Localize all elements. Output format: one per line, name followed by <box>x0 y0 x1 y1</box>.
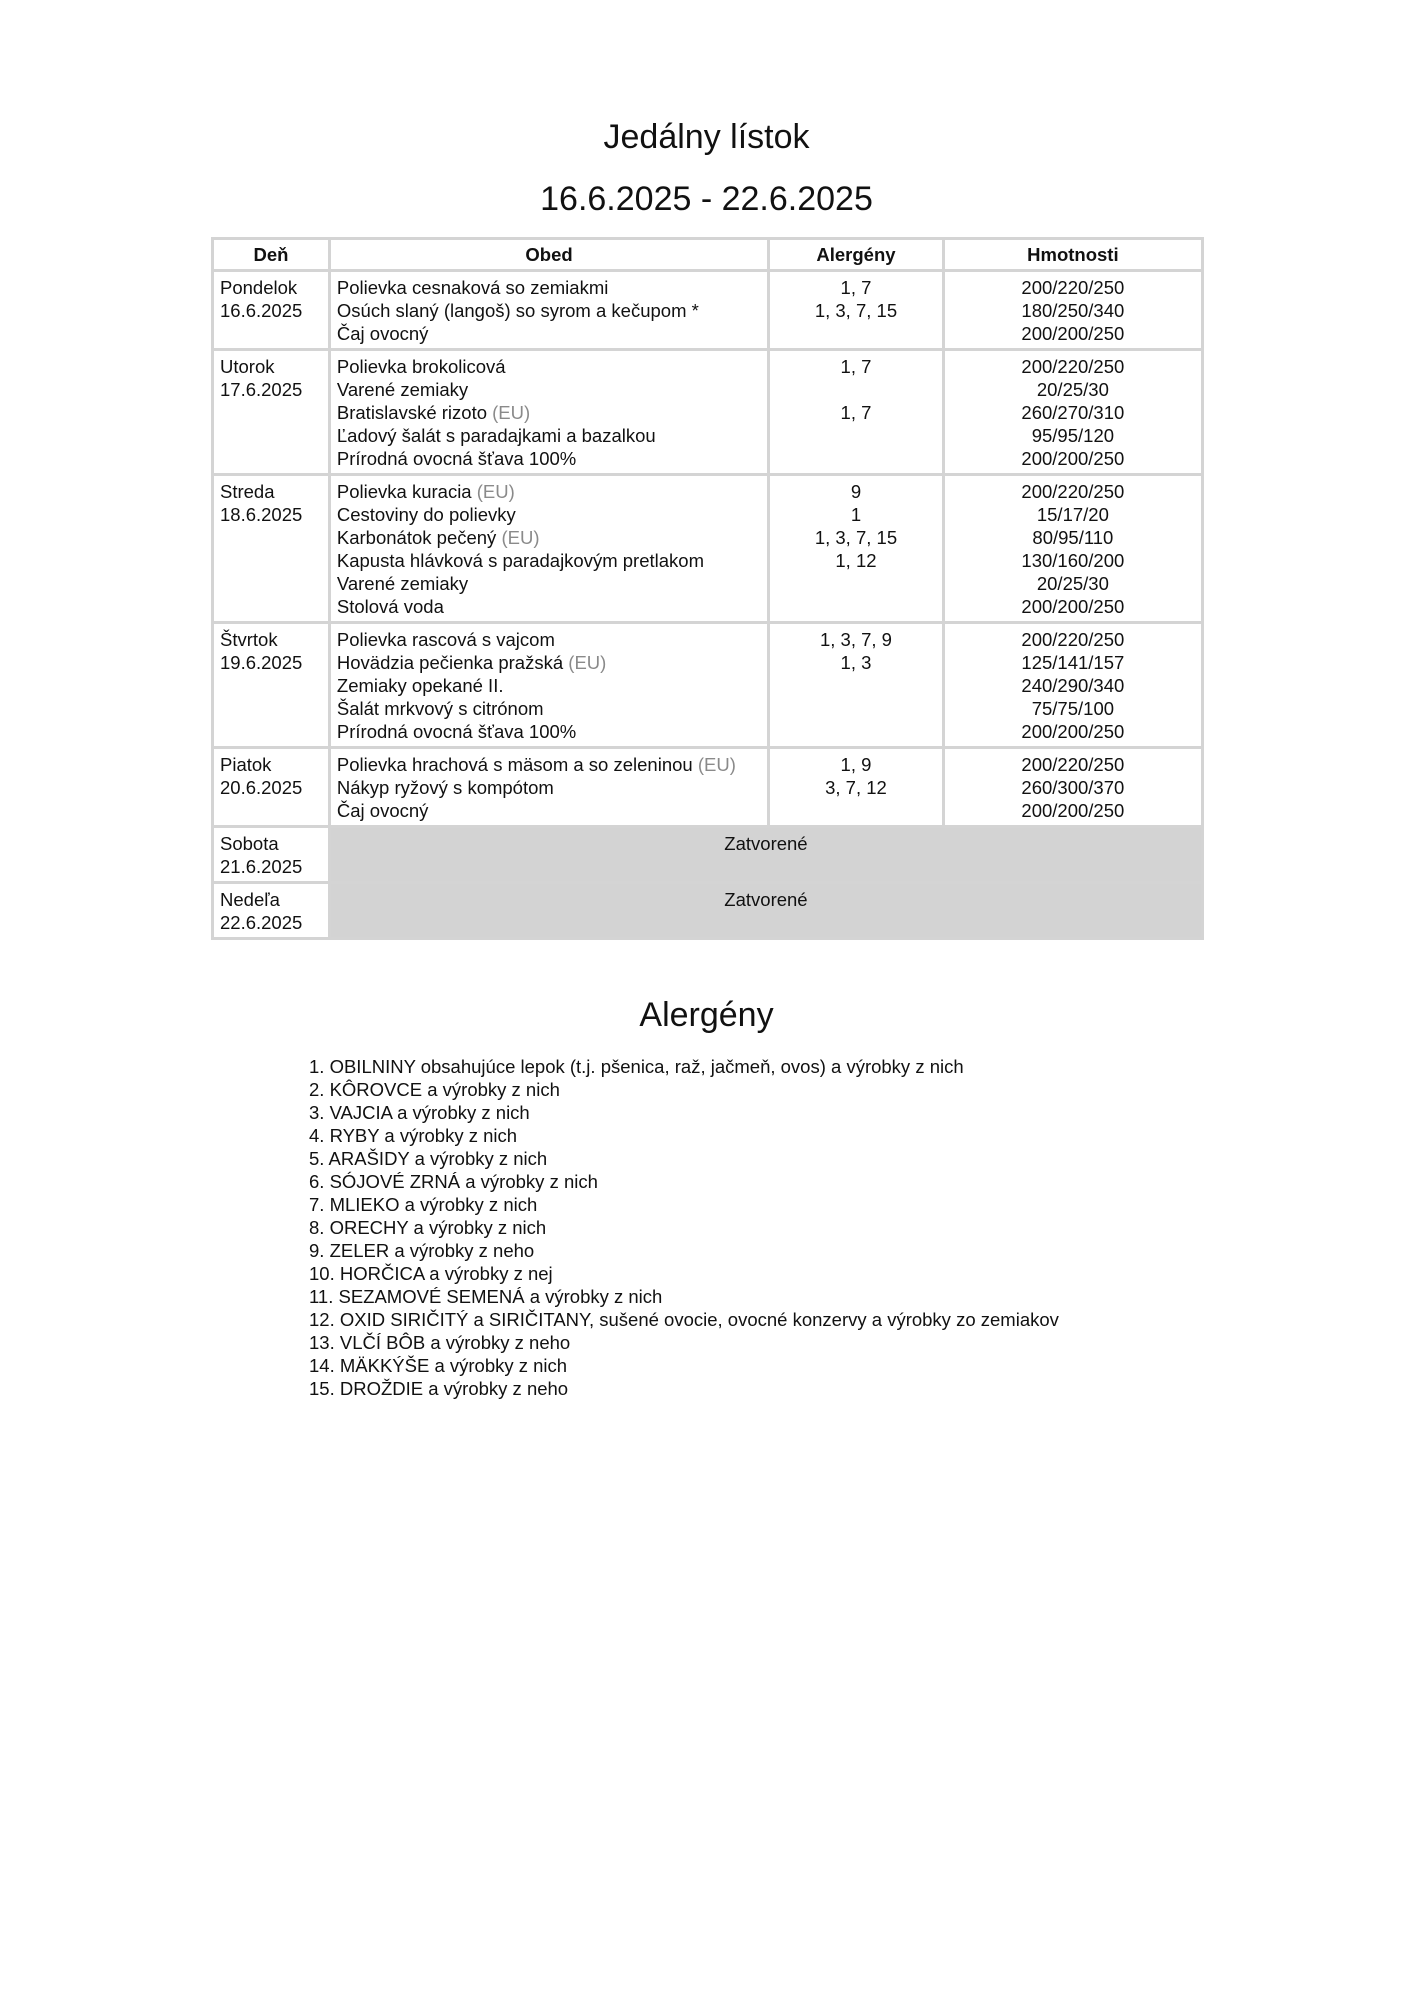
allergen-item: 8. ORECHY a výrobky z nich <box>309 1217 547 1238</box>
portion-weights: 200/220/250 <box>1021 481 1125 502</box>
table-row-closed <box>213 883 1203 939</box>
allergen-item: 11. SEZAMOVÉ SEMENÁ a výrobky z nich <box>309 1286 663 1307</box>
day-date: 16.6.2025 <box>220 300 303 321</box>
allergen-item: 2. KÔROVCE a výrobky z nich <box>309 1079 560 1100</box>
allergen-codes: 1, 3, 7, 15 <box>814 527 898 548</box>
portion-weights: 200/200/250 <box>1021 800 1125 821</box>
day-name: Sobota <box>220 833 279 854</box>
portion-weights: 95/95/120 <box>1031 425 1115 446</box>
closed-label: Zatvorené <box>329 883 1202 939</box>
meal-item <box>337 753 761 776</box>
allergen-cell <box>769 623 944 748</box>
portion-weights: 200/200/250 <box>1021 448 1125 469</box>
meal-item <box>337 628 761 651</box>
meal-cell <box>329 748 768 827</box>
table-row <box>213 271 1203 350</box>
allergen-cell <box>769 475 944 623</box>
meal-item <box>337 697 761 720</box>
page-title: Jedálny lístok <box>603 118 810 156</box>
table-row-closed <box>213 827 1203 883</box>
menu-table <box>211 237 1204 940</box>
meal-item <box>337 720 761 743</box>
table-row <box>213 475 1203 623</box>
allergen-codes <box>776 322 936 345</box>
allergen-item: 4. RYBY a výrobky z nich <box>309 1125 518 1146</box>
allergen-codes <box>776 447 936 470</box>
allergen-codes: 1 <box>850 504 862 525</box>
allergen-codes <box>776 697 936 720</box>
portion-weights: 200/200/250 <box>1021 596 1125 617</box>
meal-item <box>337 776 761 799</box>
eu-origin-tag: (EU) <box>697 754 736 775</box>
allergen-codes <box>776 572 936 595</box>
portion-weights: 200/220/250 <box>1021 356 1125 377</box>
eu-origin-tag: (EU) <box>568 652 607 673</box>
meal-item <box>337 299 761 322</box>
allergen-item: 1. OBILNINY obsahujúce lepok (t.j. pšenica, raž, jačmeň, ovos) a výrobky z nich <box>309 1056 964 1077</box>
allergen-codes <box>776 674 936 697</box>
allergens-title: Alergény <box>639 996 774 1034</box>
weight-cell <box>943 350 1202 475</box>
eu-origin-tag: (EU) <box>492 402 531 423</box>
meal-name: Prírodná ovocná šťava 100% <box>336 721 577 742</box>
day-name: Štvrtok <box>220 629 278 650</box>
meal-item <box>337 549 761 572</box>
allergen-codes <box>776 424 936 447</box>
portion-weights: 180/250/340 <box>1021 300 1125 321</box>
weight-cell <box>943 748 1202 827</box>
meal-cell <box>329 623 768 748</box>
header-day: Deň <box>213 239 330 271</box>
meal-item <box>337 424 761 447</box>
meal-item <box>337 651 761 674</box>
allergen-item: 9. ZELER a výrobky z neho <box>309 1240 535 1261</box>
eu-origin-tag: (EU) <box>501 527 540 548</box>
portion-weights: 260/300/370 <box>1021 777 1125 798</box>
meal-item <box>337 503 761 526</box>
day-name: Pondelok <box>220 277 298 298</box>
header-meal: Obed <box>329 239 768 271</box>
allergens-list <box>309 1055 1059 1400</box>
allergen-item: 5. ARAŠIDY a výrobky z nich <box>309 1148 548 1169</box>
portion-weights: 200/200/250 <box>1021 323 1125 344</box>
weight-cell <box>943 623 1202 748</box>
allergen-codes: 1, 3 <box>840 652 872 673</box>
meal-cell <box>329 475 768 623</box>
meal-item <box>337 447 761 470</box>
day-name: Piatok <box>220 754 272 775</box>
meal-cell <box>329 271 768 350</box>
day-date: 22.6.2025 <box>220 912 303 933</box>
allergen-item: 13. VLČÍ BÔB a výrobky z neho <box>309 1332 571 1353</box>
meal-item <box>337 572 761 595</box>
eu-origin-tag: (EU) <box>476 481 515 502</box>
allergen-cell <box>769 350 944 475</box>
meal-name: Polievka kuracia <box>336 481 472 502</box>
allergen-codes: 1, 7 <box>840 356 872 377</box>
meal-item <box>337 322 761 345</box>
meal-name: Varené zemiaky <box>336 379 469 400</box>
table-row <box>213 623 1203 748</box>
meal-name: Hovädzia pečienka pražská <box>336 652 564 673</box>
table-row <box>213 748 1203 827</box>
meal-name: Polievka brokolicová <box>336 356 506 377</box>
portion-weights: 200/220/250 <box>1021 754 1125 775</box>
meal-name: Čaj ovocný <box>336 800 429 821</box>
meal-item <box>337 595 761 618</box>
allergen-codes: 1, 9 <box>840 754 872 775</box>
day-cell <box>213 475 330 623</box>
meal-item <box>337 355 761 378</box>
meal-name: Polievka cesnaková so zemiakmi <box>336 277 609 298</box>
day-cell <box>213 827 330 883</box>
allergen-codes: 1, 7 <box>840 277 872 298</box>
day-name: Utorok <box>220 356 275 377</box>
allergen-codes: 1, 12 <box>835 550 877 571</box>
meal-cell <box>329 350 768 475</box>
allergen-codes: 1, 3, 7, 9 <box>819 629 892 650</box>
allergen-codes: 3, 7, 12 <box>825 777 887 798</box>
portion-weights: 125/141/157 <box>1021 652 1125 673</box>
portion-weights: 200/220/250 <box>1021 277 1125 298</box>
day-date: 21.6.2025 <box>220 856 303 877</box>
allergen-codes: 1, 3, 7, 15 <box>814 300 898 321</box>
allergen-item: 7. MLIEKO a výrobky z nich <box>309 1194 538 1215</box>
meal-name: Zemiaky opekané II. <box>336 675 504 696</box>
portion-weights: 260/270/310 <box>1021 402 1125 423</box>
meal-name: Prírodná ovocná šťava 100% <box>336 448 577 469</box>
meal-name: Nákyp ryžový s kompótom <box>336 777 554 798</box>
portion-weights: 130/160/200 <box>1021 550 1125 571</box>
meal-item <box>337 799 761 822</box>
allergen-cell <box>769 271 944 350</box>
allergen-item: 6. SÓJOVÉ ZRNÁ a výrobky z nich <box>309 1171 598 1192</box>
header-allergens: Alergény <box>769 239 944 271</box>
portion-weights: 20/25/30 <box>1036 573 1109 594</box>
allergen-codes <box>776 595 936 618</box>
meal-item <box>337 276 761 299</box>
allergen-cell <box>769 748 944 827</box>
header-weights: Hmotnosti <box>943 239 1202 271</box>
meal-name: Čaj ovocný <box>336 323 429 344</box>
portion-weights: 80/95/110 <box>1032 527 1114 548</box>
meal-name: Osúch slaný (langoš) so syrom a kečupom * <box>336 300 699 321</box>
allergen-item: 3. VAJCIA a výrobky z nich <box>309 1102 530 1123</box>
meal-name: Šalát mrkvový s citrónom <box>336 698 544 719</box>
allergen-codes <box>776 720 936 743</box>
meal-name: Ľadový šalát s paradajkami a bazalkou <box>336 425 656 446</box>
allergen-codes <box>776 799 936 822</box>
date-range: 16.6.2025 - 22.6.2025 <box>540 180 873 218</box>
day-date: 18.6.2025 <box>220 504 303 525</box>
weight-cell <box>943 475 1202 623</box>
day-name: Nedeľa <box>220 889 280 910</box>
meal-name: Cestoviny do polievky <box>336 504 516 525</box>
day-cell <box>213 883 330 939</box>
meal-item <box>337 401 761 424</box>
day-cell <box>213 623 330 748</box>
portion-weights: 200/220/250 <box>1021 629 1125 650</box>
day-cell <box>213 350 330 475</box>
meal-name: Karbonátok pečený <box>336 527 497 548</box>
day-date: 19.6.2025 <box>220 652 303 673</box>
day-cell <box>213 748 330 827</box>
meal-name: Polievka hrachová s mäsom a so zeleninou <box>336 754 693 775</box>
meal-name: Polievka rascová s vajcom <box>336 629 555 650</box>
portion-weights: 240/290/340 <box>1021 675 1125 696</box>
meal-item <box>337 378 761 401</box>
allergen-codes: 9 <box>850 481 862 502</box>
day-date: 17.6.2025 <box>220 379 303 400</box>
allergen-codes <box>776 378 936 401</box>
table-header-row <box>213 239 1203 271</box>
meal-name: Stolová voda <box>336 596 444 617</box>
allergen-codes: 1, 7 <box>840 402 872 423</box>
meal-name: Bratislavské rizoto <box>336 402 487 423</box>
portion-weights: 75/75/100 <box>1031 698 1115 719</box>
allergen-item: 12. OXID SIRIČITÝ a SIRIČITANY, sušené ovocie, ovocné konzervy a výrobky zo zemiakov <box>309 1309 1059 1330</box>
meal-item <box>337 526 761 549</box>
weight-cell <box>943 271 1202 350</box>
allergen-item: 14. MÄKKÝŠE a výrobky z nich <box>309 1355 568 1376</box>
table-row <box>213 350 1203 475</box>
meal-item <box>337 480 761 503</box>
portion-weights: 20/25/30 <box>1036 379 1109 400</box>
portion-weights: 15/17/20 <box>1036 504 1109 525</box>
day-date: 20.6.2025 <box>220 777 303 798</box>
meal-name: Varené zemiaky <box>336 573 469 594</box>
meal-item <box>337 674 761 697</box>
day-cell <box>213 271 330 350</box>
allergen-item: 15. DROŽDIE a výrobky z neho <box>309 1378 569 1399</box>
portion-weights: 200/200/250 <box>1021 721 1125 742</box>
meal-name: Kapusta hlávková s paradajkovým pretlakom <box>336 550 704 571</box>
closed-label: Zatvorené <box>329 827 1202 883</box>
allergen-item: 10. HORČICA a výrobky z nej <box>309 1263 553 1284</box>
day-name: Streda <box>220 481 275 502</box>
